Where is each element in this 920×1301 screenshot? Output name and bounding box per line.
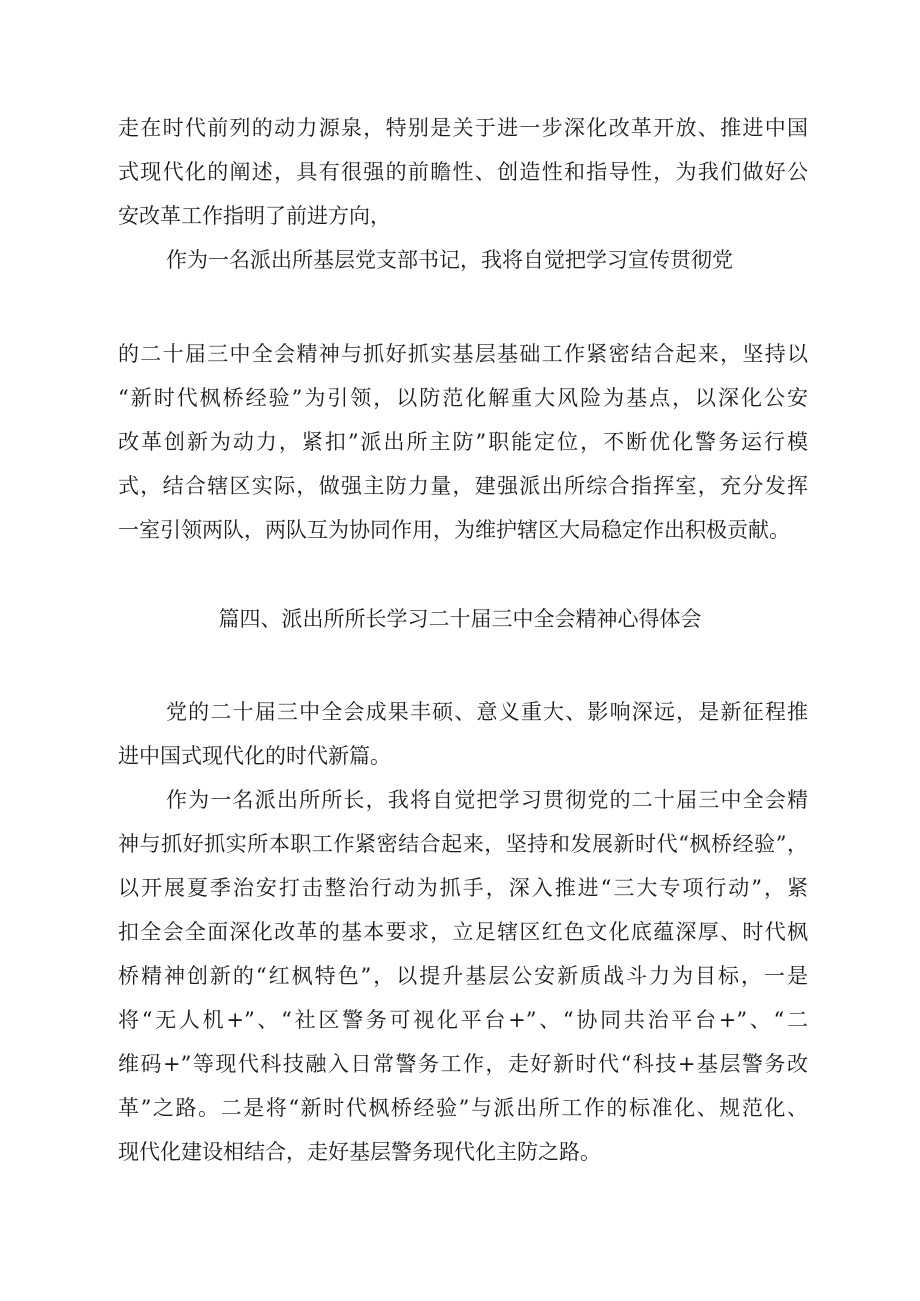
text-line: 作为一名派出所所长，我将自觉把学习贯彻党的二十届三中全会精 — [166, 788, 808, 812]
text-line: 进中国式现代化的时代新篇。 — [118, 744, 391, 768]
text-line: 维码+”等现代科技融入日常警务工作，走好新时代“科技+基层警务改 — [118, 1052, 808, 1076]
text-line: 以开展夏季治安打击整治行动为抓手，深入推进“三大专项行动”，紧 — [118, 876, 808, 900]
text-line: 将“无人机+”、“社区警务可视化平台+”、“协同共治平台+”、“二 — [118, 1008, 808, 1032]
text-line: 作为一名派出所基层党支部书记，我将自觉把学习宣传贯彻党 — [166, 248, 733, 272]
text-line: 改革创新为动力，紧扣”派出所主防”职能定位，不断优化警务运行模 — [118, 430, 808, 454]
text-line: 一室引领两队，两队互为协同作用，为维护辖区大局稳定作出积极贡献。 — [118, 518, 790, 542]
text-line: 式，结合辖区实际，做强主防力量，建强派出所综合指挥室，充分发挥 — [118, 474, 808, 498]
text-line: 扣全会全面深化改革的基本要求，立足辖区红色文化底蕴深厚、时代枫 — [118, 920, 808, 944]
text-line: 的二十届三中全会精神与抓好抓实基层基础工作紧密结合起来，坚持以 — [118, 342, 808, 366]
text-line: 式现代化的阐述，具有很强的前瞻性、创造性和指导性，为我们做好公 — [118, 160, 808, 184]
text-line: 安改革工作指明了前进方向， — [118, 204, 391, 228]
text-line: “新时代枫桥经验”为引领，以防范化解重大风险为基点，以深化公安 — [118, 386, 808, 410]
section-heading: 篇四、派出所所长学习二十届三中全会精神心得体会 — [218, 607, 702, 631]
text-line: 现代化建设相结合，走好基层警务现代化主防之路。 — [118, 1140, 601, 1164]
text-line: 党的二十届三中全会成果丰硕、意义重大、影响深远，是新征程推 — [166, 700, 808, 724]
text-line: 革”之路。二是将“新时代枫桥经验”与派出所工作的标准化、规范化、 — [118, 1096, 808, 1120]
text-line: 桥精神创新的“红枫特色”，以提升基层公安新质战斗力为目标，一是 — [118, 964, 808, 988]
text-line: 神与抓好抓实所本职工作紧密结合起来，坚持和发展新时代“枫桥经验”， — [118, 832, 808, 856]
text-line: 走在时代前列的动力源泉，特别是关于进一步深化改革开放、推进中国 — [118, 116, 808, 140]
